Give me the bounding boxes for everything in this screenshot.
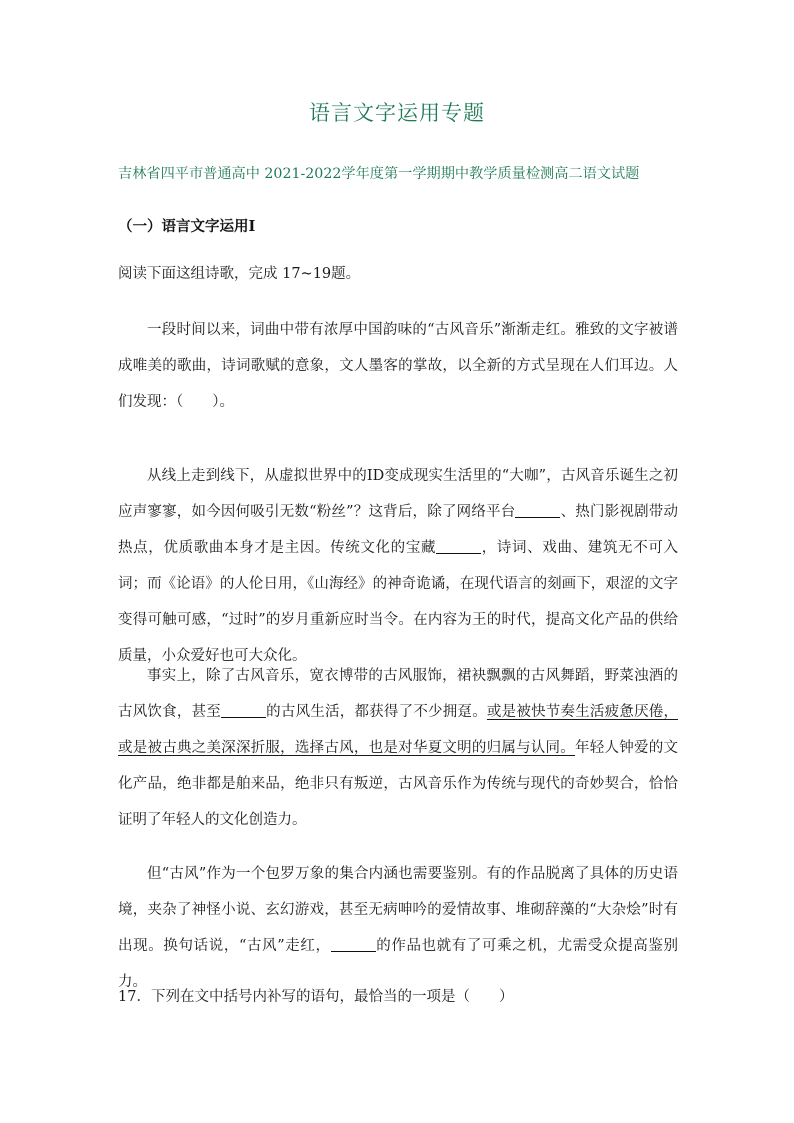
page-title: 语言文字运用专题 (309, 101, 485, 125)
paragraph-2-part-a: 从线上走到线下，从虚拟世界中的ID变成现实生活里的“大咖”，古风音乐诞生之初应声寥寥，如今因何吸引无数“粉丝”？这背后，除了网络平台 (118, 468, 678, 520)
paragraph-2-part-c: ，诗词、戏曲、建筑无不可入词；而《论语》的人伦日用，《山海经》的神奇诡谲，在现代语言的刻画下，艰涩的文字变得可触可感，“过时”的岁月重新应时当令。在内容为王的时代，提高文化产品的供给质量，小众爱好也可大众化。 (118, 540, 678, 664)
underlined-sentence: 或是被快节奏生活疲惫厌倦，或是被古典之美深深折服，选择古风，也是对华夏文明的归属与认同。 (118, 704, 679, 756)
paragraph-4 (118, 856, 678, 1000)
paragraph-1: 一段时间以来，词曲中带有浓厚中国韵味的“古风音乐”渐渐走红。雅致的文字被谱成唯美的歌曲，诗词歌赋的意象，文人墨客的掌故，以全新的方式呈现在人们耳边。人们发现：（ ）。 (118, 322, 678, 410)
fill-blank (331, 937, 376, 953)
exam-subtitle: 吉林省四平市普通高中 2021-2022学年度第一学期期中教学质量检测高二语文试题 (118, 166, 640, 182)
section-heading: （一）语言文字运用Ⅰ (118, 218, 256, 235)
paragraph-4-part-a: 但“古风”作为一个包罗万象的集合内涵也需要鉴别。有的作品脱离了具体的历史语境，夹杂了神怪小说、玄幻游戏，甚至无病呻吟的爱情故事、堆砌辞藻的“大杂烩”时有出现。换句话说，“古风”走红， (118, 866, 678, 954)
question-17: 17．下列在文中括号内补写的语句，最恰当的一项是（ ） (118, 989, 514, 1005)
paragraph-3-part-a: 事实上，除了古风音乐，宽衣博带的古风服饰，裙袂飘飘的古风舞蹈，野菜浊酒的古风饮食，甚至 (118, 668, 678, 720)
paragraph-2 (118, 458, 678, 674)
fill-blank (221, 703, 266, 719)
paragraph-4-part-b: 的作品也就有了可乘之机，尤需受众提高鉴别力。 (118, 938, 678, 990)
paragraph-3-part-b: 的古风生活，都获得了不少拥趸。 (265, 704, 487, 720)
fill-blank (436, 539, 481, 555)
paragraph-2-part-b: 、热门影视剧带动热点，优质歌曲本身才是主因。传统文化的宝藏 (118, 504, 678, 556)
paragraph-3 (118, 658, 678, 838)
paragraph-3-part-c: 年轻人钟爱的文化产品，绝非都是舶来品，绝非只有叛逆，古风音乐作为传统与现代的奇妙契合，恰恰证明了年轻人的文化创造力。 (118, 740, 679, 828)
fill-blank (515, 503, 560, 519)
reading-instruction: 阅读下面这组诗歌，完成 17~19题。 (118, 266, 361, 282)
